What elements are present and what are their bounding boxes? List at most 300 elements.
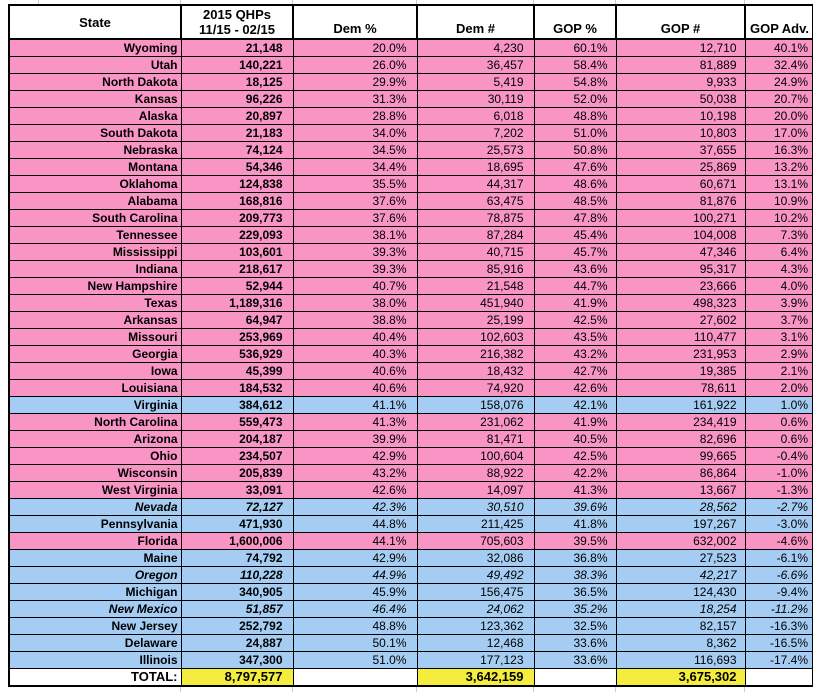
cell-gop-pct[interactable]: 36.8% — [534, 550, 616, 567]
cell-gop-num[interactable]: 27,523 — [616, 550, 745, 567]
cell-gop-num[interactable]: 632,002 — [616, 533, 745, 550]
cell-gop-num[interactable]: 10,803 — [616, 125, 745, 142]
cell-gop-adv[interactable]: 6.4% — [745, 244, 813, 261]
cell-qhp[interactable]: 471,930 — [181, 516, 293, 533]
table-row — [9, 533, 813, 550]
table-row — [9, 516, 813, 533]
cell-qhp[interactable]: 20,897 — [181, 108, 293, 125]
cell-gop-pct[interactable]: 42.7% — [534, 363, 616, 380]
col-header-gop-num[interactable]: GOP # — [616, 5, 745, 39]
cell-gop-pct[interactable]: 48.6% — [534, 176, 616, 193]
cell-gop-num[interactable]: 23,666 — [616, 278, 745, 295]
cell-gop-adv[interactable]: 32.4% — [745, 57, 813, 74]
cell-dem-num[interactable]: 705,603 — [417, 533, 534, 550]
cell-dem-pct[interactable]: 43.2% — [293, 465, 417, 482]
cell-dem-num[interactable]: 102,603 — [417, 329, 534, 346]
cell-gop-num[interactable]: 161,922 — [616, 397, 745, 414]
cell-gop-num[interactable]: 82,157 — [616, 618, 745, 635]
cell-dem-num[interactable]: 6,018 — [417, 108, 534, 125]
cell-gop-pct[interactable]: 47.6% — [534, 159, 616, 176]
cell-dem-pct[interactable]: 39.3% — [293, 244, 417, 261]
cell-gop-num[interactable]: 498,323 — [616, 295, 745, 312]
cell-qhp[interactable]: 51,857 — [181, 601, 293, 618]
cell-dem-pct[interactable]: 20.0% — [293, 39, 417, 57]
cell-dem-num[interactable]: 177,123 — [417, 652, 534, 669]
cell-dem-pct[interactable]: 39.3% — [293, 261, 417, 278]
cell-qhp[interactable]: 340,905 — [181, 584, 293, 601]
cell-gop-adv[interactable]: -1.3% — [745, 482, 813, 499]
table-row — [9, 227, 813, 244]
cell-gop-pct[interactable]: 38.3% — [534, 567, 616, 584]
cell-dem-num[interactable]: 18,432 — [417, 363, 534, 380]
cell-gop-pct[interactable]: 42.6% — [534, 380, 616, 397]
cell-dem-num[interactable]: 88,922 — [417, 465, 534, 482]
cell-dem-num[interactable]: 85,916 — [417, 261, 534, 278]
cell-state[interactable]: Louisiana — [9, 380, 181, 397]
cell-qhp[interactable]: 1,600,006 — [181, 533, 293, 550]
cell-qhp[interactable]: 21,183 — [181, 125, 293, 142]
cell-gop-num[interactable]: 50,038 — [616, 91, 745, 108]
cell-qhp[interactable]: 74,792 — [181, 550, 293, 567]
cell-gop-adv[interactable]: 4.0% — [745, 278, 813, 295]
cell-state[interactable]: Iowa — [9, 363, 181, 380]
cell-qhp[interactable]: 234,507 — [181, 448, 293, 465]
cell-gop-pct[interactable]: 41.8% — [534, 516, 616, 533]
cell-state[interactable]: Maine — [9, 550, 181, 567]
cell-state[interactable]: Nevada — [9, 499, 181, 516]
cell-gop-adv[interactable]: 13.2% — [745, 159, 813, 176]
total-gop-adv-cell[interactable] — [745, 669, 813, 687]
cell-qhp[interactable]: 347,300 — [181, 652, 293, 669]
cell-state[interactable]: Texas — [9, 295, 181, 312]
total-dem-num-cell[interactable]: 3,642,159 — [417, 669, 534, 687]
cell-gop-num[interactable]: 99,665 — [616, 448, 745, 465]
cell-state[interactable]: Wyoming — [9, 39, 181, 57]
cell-gop-adv[interactable]: 1.0% — [745, 397, 813, 414]
cell-gop-adv[interactable]: -6.6% — [745, 567, 813, 584]
cell-gop-num[interactable]: 8,362 — [616, 635, 745, 652]
cell-state[interactable]: New Hampshire — [9, 278, 181, 295]
cell-gop-pct[interactable]: 42.5% — [534, 312, 616, 329]
gridline — [615, 687, 616, 692]
cell-qhp[interactable]: 205,839 — [181, 465, 293, 482]
cell-gop-adv[interactable]: 7.3% — [745, 227, 813, 244]
cell-state[interactable]: North Carolina — [9, 414, 181, 431]
cell-dem-pct[interactable]: 42.3% — [293, 499, 417, 516]
cell-dem-pct[interactable]: 34.5% — [293, 142, 417, 159]
cell-state[interactable]: Florida — [9, 533, 181, 550]
cell-dem-pct[interactable]: 40.7% — [293, 278, 417, 295]
col-header-qhp[interactable] — [181, 5, 293, 39]
cell-gop-adv[interactable]: 2.9% — [745, 346, 813, 363]
total-dem-pct-cell[interactable] — [293, 669, 417, 687]
cell-gop-adv[interactable]: 16.3% — [745, 142, 813, 159]
cell-dem-num[interactable]: 21,548 — [417, 278, 534, 295]
table-row — [9, 91, 813, 108]
cell-dem-num[interactable]: 4,230 — [417, 39, 534, 57]
cell-gop-num[interactable]: 60,671 — [616, 176, 745, 193]
cell-gop-num[interactable]: 27,602 — [616, 312, 745, 329]
cell-gop-adv[interactable]: 20.7% — [745, 91, 813, 108]
cell-qhp[interactable]: 21,148 — [181, 39, 293, 57]
cell-qhp[interactable]: 33,091 — [181, 482, 293, 499]
table-row — [9, 278, 813, 295]
cell-gop-num[interactable]: 110,477 — [616, 329, 745, 346]
cell-qhp[interactable]: 1,189,316 — [181, 295, 293, 312]
cell-dem-pct[interactable]: 40.3% — [293, 346, 417, 363]
cell-gop-pct[interactable]: 54.8% — [534, 74, 616, 91]
cell-dem-num[interactable]: 231,062 — [417, 414, 534, 431]
cell-qhp[interactable]: 168,816 — [181, 193, 293, 210]
cell-dem-pct[interactable]: 37.6% — [293, 210, 417, 227]
cell-gop-adv[interactable]: 17.0% — [745, 125, 813, 142]
gridline — [180, 687, 181, 692]
cell-dem-pct[interactable]: 42.9% — [293, 550, 417, 567]
col-header-dem-pct[interactable]: Dem % — [293, 5, 417, 39]
cell-qhp[interactable]: 110,228 — [181, 567, 293, 584]
gridline — [416, 0, 417, 4]
cell-dem-num[interactable]: 18,695 — [417, 159, 534, 176]
cell-gop-adv[interactable]: -16.3% — [745, 618, 813, 635]
cell-gop-num[interactable]: 86,864 — [616, 465, 745, 482]
cell-qhp[interactable]: 559,473 — [181, 414, 293, 431]
cell-gop-pct[interactable]: 45.7% — [534, 244, 616, 261]
cell-gop-num[interactable]: 81,876 — [616, 193, 745, 210]
cell-dem-num[interactable]: 32,086 — [417, 550, 534, 567]
cell-gop-pct[interactable]: 39.5% — [534, 533, 616, 550]
cell-gop-num[interactable]: 25,869 — [616, 159, 745, 176]
cell-gop-num[interactable]: 18,254 — [616, 601, 745, 618]
cell-dem-num[interactable]: 44,317 — [417, 176, 534, 193]
cell-state[interactable]: Oklahoma — [9, 176, 181, 193]
cell-state[interactable]: Alaska — [9, 108, 181, 125]
table-row — [9, 295, 813, 312]
cell-state[interactable]: Illinois — [9, 652, 181, 669]
cell-dem-num[interactable]: 24,062 — [417, 601, 534, 618]
cell-dem-num[interactable]: 49,492 — [417, 567, 534, 584]
cell-state[interactable]: Mississippi — [9, 244, 181, 261]
cell-gop-pct[interactable]: 35.2% — [534, 601, 616, 618]
cell-dem-num[interactable]: 216,382 — [417, 346, 534, 363]
cell-dem-pct[interactable]: 44.9% — [293, 567, 417, 584]
cell-qhp[interactable]: 384,612 — [181, 397, 293, 414]
total-gop-pct-cell[interactable] — [534, 669, 616, 687]
cell-gop-pct[interactable]: 33.6% — [534, 635, 616, 652]
cell-gop-num[interactable]: 28,562 — [616, 499, 745, 516]
col-header-gop-adv[interactable]: GOP Adv. — [745, 5, 813, 39]
gridline — [38, 0, 39, 4]
cell-gop-num[interactable]: 10,198 — [616, 108, 745, 125]
cell-dem-num[interactable]: 87,284 — [417, 227, 534, 244]
cell-gop-pct[interactable]: 41.9% — [534, 414, 616, 431]
cell-state[interactable]: Oregon — [9, 567, 181, 584]
cell-gop-num[interactable]: 47,346 — [616, 244, 745, 261]
cell-gop-adv[interactable]: 2.0% — [745, 380, 813, 397]
cell-gop-adv[interactable]: -17.4% — [745, 652, 813, 669]
cell-gop-num[interactable]: 42,217 — [616, 567, 745, 584]
cell-dem-num[interactable]: 36,457 — [417, 57, 534, 74]
cell-state[interactable]: Missouri — [9, 329, 181, 346]
cell-gop-adv[interactable]: -16.5% — [745, 635, 813, 652]
gridline — [292, 0, 293, 4]
cell-state[interactable]: West Virginia — [9, 482, 181, 499]
cell-gop-adv[interactable]: 4.3% — [745, 261, 813, 278]
cell-gop-adv[interactable]: 40.1% — [745, 39, 813, 57]
cell-dem-pct[interactable]: 50.1% — [293, 635, 417, 652]
cell-state[interactable]: Georgia — [9, 346, 181, 363]
cell-state[interactable]: Wisconsin — [9, 465, 181, 482]
cell-gop-adv[interactable]: 3.1% — [745, 329, 813, 346]
cell-gop-adv[interactable]: -1.0% — [745, 465, 813, 482]
cell-gop-adv[interactable]: 13.1% — [745, 176, 813, 193]
col-header-gop-pct[interactable]: GOP % — [534, 5, 616, 39]
cell-dem-pct[interactable]: 41.1% — [293, 397, 417, 414]
cell-gop-num[interactable]: 81,889 — [616, 57, 745, 74]
cell-qhp[interactable]: 140,221 — [181, 57, 293, 74]
cell-gop-adv[interactable]: 3.9% — [745, 295, 813, 312]
cell-gop-adv[interactable]: -6.1% — [745, 550, 813, 567]
cell-gop-num[interactable]: 12,710 — [616, 39, 745, 57]
cell-gop-num[interactable]: 95,317 — [616, 261, 745, 278]
cell-gop-adv[interactable]: -2.7% — [745, 499, 813, 516]
cell-gop-pct[interactable]: 43.2% — [534, 346, 616, 363]
cell-gop-adv[interactable]: 24.9% — [745, 74, 813, 91]
cell-gop-num[interactable]: 78,611 — [616, 380, 745, 397]
cell-gop-num[interactable]: 37,655 — [616, 142, 745, 159]
cell-dem-num[interactable]: 158,076 — [417, 397, 534, 414]
cell-qhp[interactable]: 45,399 — [181, 363, 293, 380]
table-row — [9, 74, 813, 91]
cell-qhp[interactable]: 54,346 — [181, 159, 293, 176]
cell-dem-num[interactable]: 81,471 — [417, 431, 534, 448]
cell-dem-pct[interactable]: 34.4% — [293, 159, 417, 176]
cell-gop-adv[interactable]: -4.6% — [745, 533, 813, 550]
cell-dem-pct[interactable]: 26.0% — [293, 57, 417, 74]
cell-state[interactable]: Montana — [9, 159, 181, 176]
cell-gop-pct[interactable]: 58.4% — [534, 57, 616, 74]
cell-state[interactable]: Nebraska — [9, 142, 181, 159]
cell-qhp[interactable]: 252,792 — [181, 618, 293, 635]
cell-gop-adv[interactable]: 10.2% — [745, 210, 813, 227]
total-label-cell[interactable]: TOTAL: — [9, 669, 181, 687]
cell-qhp[interactable]: 72,127 — [181, 499, 293, 516]
cell-gop-adv[interactable]: 0.6% — [745, 431, 813, 448]
cell-state[interactable]: Indiana — [9, 261, 181, 278]
cell-dem-pct[interactable]: 41.3% — [293, 414, 417, 431]
cell-gop-pct[interactable]: 41.9% — [534, 295, 616, 312]
cell-dem-pct[interactable]: 38.8% — [293, 312, 417, 329]
cell-qhp[interactable]: 103,601 — [181, 244, 293, 261]
cell-dem-num[interactable]: 211,425 — [417, 516, 534, 533]
cell-gop-pct[interactable]: 40.5% — [534, 431, 616, 448]
col-header-dem-num[interactable]: Dem # — [417, 5, 534, 39]
cell-gop-num[interactable]: 82,696 — [616, 431, 745, 448]
total-row — [9, 669, 813, 687]
cell-state[interactable]: North Dakota — [9, 74, 181, 91]
cell-gop-pct[interactable]: 39.6% — [534, 499, 616, 516]
cell-gop-adv[interactable]: -0.4% — [745, 448, 813, 465]
cell-gop-pct[interactable]: 48.5% — [534, 193, 616, 210]
cell-state[interactable]: Virginia — [9, 397, 181, 414]
gridline — [744, 687, 745, 692]
cell-dem-pct[interactable]: 37.6% — [293, 193, 417, 210]
cell-qhp[interactable]: 209,773 — [181, 210, 293, 227]
cell-dem-num[interactable]: 30,119 — [417, 91, 534, 108]
cell-gop-pct[interactable]: 33.6% — [534, 652, 616, 669]
table-row — [9, 567, 813, 584]
cell-gop-num[interactable]: 100,271 — [616, 210, 745, 227]
cell-dem-pct[interactable]: 42.9% — [293, 448, 417, 465]
cell-gop-pct[interactable]: 42.1% — [534, 397, 616, 414]
cell-gop-num[interactable]: 234,419 — [616, 414, 745, 431]
cell-dem-pct[interactable]: 38.0% — [293, 295, 417, 312]
cell-gop-num[interactable]: 231,953 — [616, 346, 745, 363]
cell-dem-num[interactable]: 30,510 — [417, 499, 534, 516]
table-row — [9, 652, 813, 669]
cell-state[interactable]: New Jersey — [9, 618, 181, 635]
cell-gop-num[interactable]: 13,667 — [616, 482, 745, 499]
cell-gop-num[interactable]: 116,693 — [616, 652, 745, 669]
cell-dem-pct[interactable]: 31.3% — [293, 91, 417, 108]
cell-dem-num[interactable]: 12,468 — [417, 635, 534, 652]
cell-dem-num[interactable]: 100,604 — [417, 448, 534, 465]
cell-qhp[interactable]: 184,532 — [181, 380, 293, 397]
cell-dem-num[interactable]: 14,097 — [417, 482, 534, 499]
cell-gop-pct[interactable]: 52.0% — [534, 91, 616, 108]
cell-qhp[interactable]: 536,929 — [181, 346, 293, 363]
total-qhp-cell[interactable]: 8,797,577 — [181, 669, 293, 687]
cell-dem-num[interactable]: 7,202 — [417, 125, 534, 142]
cell-state[interactable]: South Dakota — [9, 125, 181, 142]
cell-dem-pct[interactable]: 46.4% — [293, 601, 417, 618]
cell-dem-num[interactable]: 74,920 — [417, 380, 534, 397]
cell-qhp[interactable]: 124,838 — [181, 176, 293, 193]
cell-gop-pct[interactable]: 41.3% — [534, 482, 616, 499]
table-row — [9, 380, 813, 397]
gridline — [416, 687, 417, 692]
cell-qhp[interactable]: 96,226 — [181, 91, 293, 108]
cell-gop-adv[interactable]: 10.9% — [745, 193, 813, 210]
table-row — [9, 346, 813, 363]
cell-qhp[interactable]: 52,944 — [181, 278, 293, 295]
cell-state[interactable]: Alabama — [9, 193, 181, 210]
cell-dem-pct[interactable]: 29.9% — [293, 74, 417, 91]
cell-gop-pct[interactable]: 47.8% — [534, 210, 616, 227]
cell-dem-num[interactable]: 156,475 — [417, 584, 534, 601]
cell-dem-num[interactable]: 5,419 — [417, 74, 534, 91]
cell-gop-adv[interactable]: -9.4% — [745, 584, 813, 601]
cell-gop-adv[interactable]: 2.1% — [745, 363, 813, 380]
cell-state[interactable]: Tennessee — [9, 227, 181, 244]
cell-gop-adv[interactable]: -3.0% — [745, 516, 813, 533]
cell-dem-pct[interactable]: 28.8% — [293, 108, 417, 125]
cell-dem-pct[interactable]: 35.5% — [293, 176, 417, 193]
cell-qhp[interactable]: 24,887 — [181, 635, 293, 652]
cell-dem-num[interactable]: 63,475 — [417, 193, 534, 210]
gridline — [180, 0, 181, 4]
cell-state[interactable]: Utah — [9, 57, 181, 74]
cell-state[interactable]: Michigan — [9, 584, 181, 601]
cell-dem-num[interactable]: 78,875 — [417, 210, 534, 227]
cell-gop-pct[interactable]: 36.5% — [534, 584, 616, 601]
cell-dem-pct[interactable]: 34.0% — [293, 125, 417, 142]
cell-gop-adv[interactable]: 0.6% — [745, 414, 813, 431]
cell-dem-pct[interactable]: 38.1% — [293, 227, 417, 244]
cell-gop-num[interactable]: 19,385 — [616, 363, 745, 380]
cell-state[interactable]: Arkansas — [9, 312, 181, 329]
cell-gop-pct[interactable]: 48.8% — [534, 108, 616, 125]
total-gop-num-cell[interactable]: 3,675,302 — [616, 669, 745, 687]
gridline — [744, 0, 745, 4]
cell-qhp[interactable]: 253,969 — [181, 329, 293, 346]
cell-gop-num[interactable]: 9,933 — [616, 74, 745, 91]
cell-qhp[interactable]: 218,617 — [181, 261, 293, 278]
cell-dem-pct[interactable]: 48.8% — [293, 618, 417, 635]
cell-dem-pct[interactable]: 40.4% — [293, 329, 417, 346]
cell-gop-pct[interactable]: 51.0% — [534, 125, 616, 142]
gridline — [533, 0, 534, 4]
table-row — [9, 142, 813, 159]
col-header-state[interactable]: State — [9, 5, 181, 39]
cell-dem-num[interactable]: 123,362 — [417, 618, 534, 635]
cell-dem-num[interactable]: 40,715 — [417, 244, 534, 261]
cell-qhp[interactable]: 64,947 — [181, 312, 293, 329]
cell-gop-num[interactable]: 104,008 — [616, 227, 745, 244]
cell-state[interactable]: South Carolina — [9, 210, 181, 227]
cell-gop-adv[interactable]: 3.7% — [745, 312, 813, 329]
cell-dem-pct[interactable]: 45.9% — [293, 584, 417, 601]
cell-dem-num[interactable]: 451,940 — [417, 295, 534, 312]
cell-dem-num[interactable]: 25,573 — [417, 142, 534, 159]
cell-gop-pct[interactable]: 60.1% — [534, 39, 616, 57]
cell-state[interactable]: New Mexico — [9, 601, 181, 618]
cell-gop-pct[interactable]: 43.6% — [534, 261, 616, 278]
cell-qhp[interactable]: 204,187 — [181, 431, 293, 448]
table-row — [9, 193, 813, 210]
cell-state[interactable]: Kansas — [9, 91, 181, 108]
table-row — [9, 618, 813, 635]
cell-gop-pct[interactable]: 42.2% — [534, 465, 616, 482]
cell-state[interactable]: Arizona — [9, 431, 181, 448]
cell-gop-pct[interactable]: 42.5% — [534, 448, 616, 465]
cell-qhp[interactable]: 18,125 — [181, 74, 293, 91]
cell-state[interactable]: Delaware — [9, 635, 181, 652]
cell-gop-pct[interactable]: 50.8% — [534, 142, 616, 159]
cell-dem-pct[interactable]: 39.9% — [293, 431, 417, 448]
cell-gop-adv[interactable]: 20.0% — [745, 108, 813, 125]
cell-gop-pct[interactable]: 32.5% — [534, 618, 616, 635]
cell-gop-num[interactable]: 197,267 — [616, 516, 745, 533]
cell-dem-pct[interactable]: 42.6% — [293, 482, 417, 499]
cell-dem-num[interactable]: 25,199 — [417, 312, 534, 329]
cell-qhp[interactable]: 74,124 — [181, 142, 293, 159]
qhp-header-line2: 11/15 - 02/15 — [199, 22, 275, 37]
cell-dem-pct[interactable]: 44.8% — [293, 516, 417, 533]
cell-state[interactable]: Pennsylvania — [9, 516, 181, 533]
cell-dem-pct[interactable]: 40.6% — [293, 380, 417, 397]
cell-gop-num[interactable]: 124,430 — [616, 584, 745, 601]
cell-gop-pct[interactable]: 44.7% — [534, 278, 616, 295]
cell-dem-pct[interactable]: 51.0% — [293, 652, 417, 669]
cell-gop-adv[interactable]: -11.2% — [745, 601, 813, 618]
cell-dem-pct[interactable]: 40.6% — [293, 363, 417, 380]
cell-dem-pct[interactable]: 44.1% — [293, 533, 417, 550]
cell-gop-pct[interactable]: 43.5% — [534, 329, 616, 346]
cell-gop-pct[interactable]: 45.4% — [534, 227, 616, 244]
cell-state[interactable]: Ohio — [9, 448, 181, 465]
cell-qhp[interactable]: 229,093 — [181, 227, 293, 244]
table-row — [9, 312, 813, 329]
